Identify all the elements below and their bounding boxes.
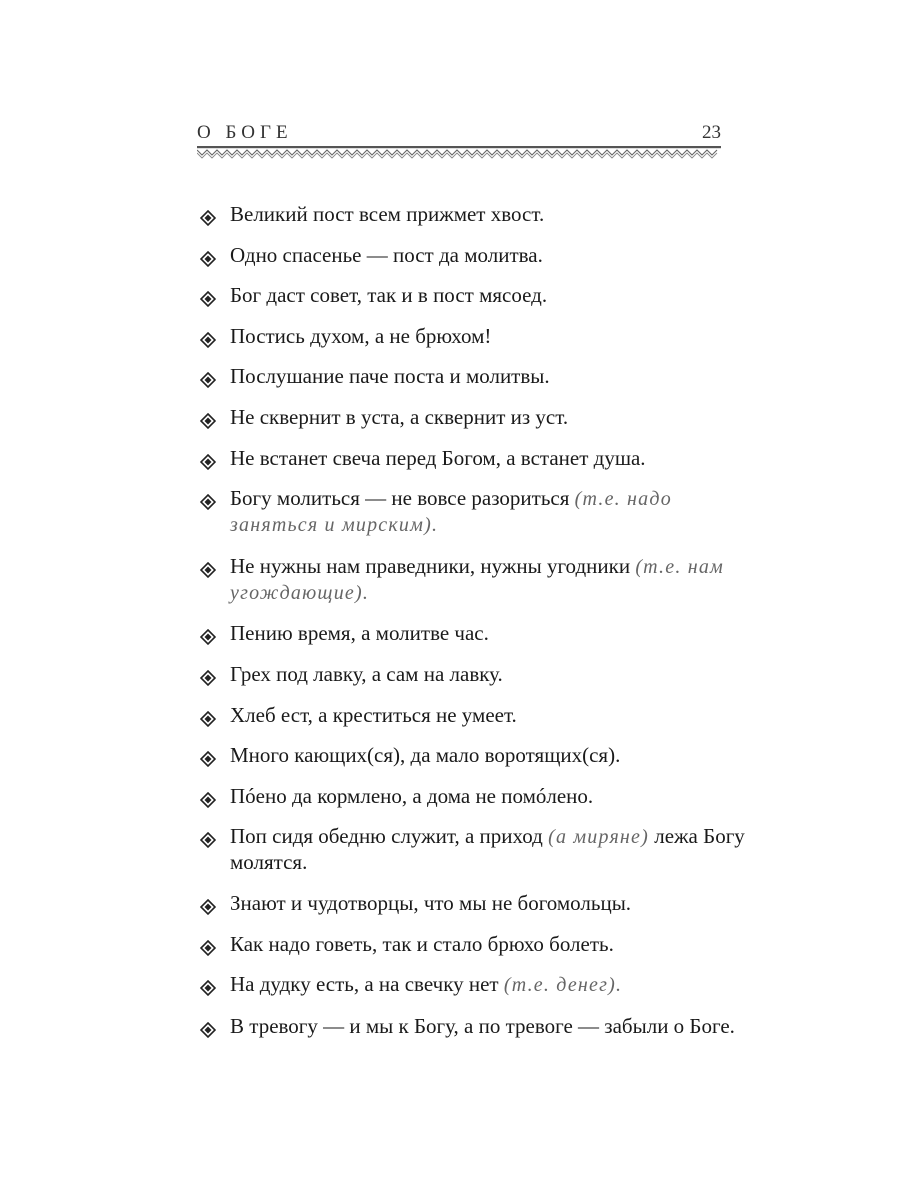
proverb-text: Поп сидя обедню служит, а приход [230, 824, 543, 849]
page-number: 23 [702, 122, 721, 143]
proverb-text: Постись духом, а не брюхом! [230, 323, 492, 348]
proverb-note: (а миряне) [548, 826, 649, 849]
proverb-item [200, 703, 760, 728]
diamond-bullet-icon [200, 977, 216, 993]
proverb-item [200, 621, 760, 646]
proverb-text: Грех под лавку, а сам на лавку. [230, 661, 503, 686]
proverb-item [200, 932, 760, 957]
diamond-bullet-icon [200, 896, 216, 912]
diamond-bullet-icon [200, 410, 216, 426]
chapter-title: О БОГЕ [197, 122, 293, 143]
proverb-text: Не сквернит в уста, а сквернит из уст. [230, 404, 569, 429]
diamond-bullet-icon [200, 491, 216, 507]
diamond-bullet-icon [200, 559, 216, 575]
diamond-bullet-icon [200, 789, 216, 805]
proverb-item [200, 891, 760, 916]
proverb-item [200, 283, 760, 308]
proverb-note: (т.е. денег). [503, 974, 623, 997]
proverb-item [200, 446, 760, 471]
proverb-text: Послушание паче поста и молитвы. [230, 364, 550, 389]
diamond-bullet-icon [200, 748, 216, 764]
diamond-bullet-icon [200, 329, 216, 345]
diamond-bullet-icon [200, 451, 216, 467]
proverb-note: (т.е. нам угождающие). [230, 555, 725, 604]
proverb-text: В тревогу — и мы к Богу, а по тревоге — забыли о Боге. [230, 1013, 735, 1038]
proverb-note: (т.е. надо заняться и мирским). [230, 488, 672, 537]
proverb-text: Хлеб ест, а креститься не умеет. [230, 702, 517, 727]
proverb-item [200, 324, 760, 349]
proverb-text: Бог даст совет, так и в пост мясоед. [230, 283, 548, 308]
proverb-list [200, 202, 760, 1054]
diamond-bullet-icon [200, 708, 216, 724]
diamond-bullet-icon [200, 288, 216, 304]
diamond-bullet-icon [200, 937, 216, 953]
proverb-item [200, 243, 760, 268]
proverb-text-continued: лежа Богу молятся. [230, 824, 745, 875]
proverb-text: Богу молиться — не вовсе разориться [230, 486, 570, 511]
proverb-text: Не нужны нам праведники, нужны угодники [230, 553, 631, 578]
proverb-text: Пóено да кормлено, а дома не помóлено. [230, 783, 594, 808]
proverb-item [200, 486, 760, 538]
proverb-text: Знают и чудотворцы, что мы не богомольцы. [230, 890, 632, 915]
proverb-item [200, 202, 760, 227]
running-header [197, 122, 721, 146]
proverb-text: На дудку есть, а на свечку нет [230, 972, 499, 997]
proverb-item [200, 405, 760, 430]
proverb-text: Великий пост всем прижмет хвост. [230, 202, 545, 226]
proverb-text: Пению время, а молитве час. [230, 621, 489, 646]
proverb-item [200, 662, 760, 687]
proverb-item [200, 364, 760, 389]
diamond-bullet-icon [200, 667, 216, 683]
proverb-text: Одно спасенье — пост да молитва. [230, 242, 543, 267]
ornamental-rule [197, 146, 721, 160]
proverb-text: Не встанет свеча перед Богом, а встанет душа. [230, 445, 646, 470]
diamond-bullet-icon [200, 1019, 216, 1035]
proverb-item [200, 1014, 760, 1039]
proverb-item [200, 554, 760, 606]
proverb-item [200, 743, 760, 768]
proverb-item [200, 824, 760, 875]
diamond-bullet-icon [200, 369, 216, 385]
proverb-text: Много кающих(ся), да мало воротящих(ся). [230, 743, 621, 768]
proverb-text: Как надо говеть, так и стало брюхо болеть. [230, 931, 614, 956]
diamond-bullet-icon [200, 248, 216, 264]
diamond-bullet-icon [200, 626, 216, 642]
diamond-bullet-icon [200, 207, 216, 223]
proverb-item [200, 972, 760, 998]
diamond-bullet-icon [200, 829, 216, 845]
proverb-item [200, 784, 760, 809]
